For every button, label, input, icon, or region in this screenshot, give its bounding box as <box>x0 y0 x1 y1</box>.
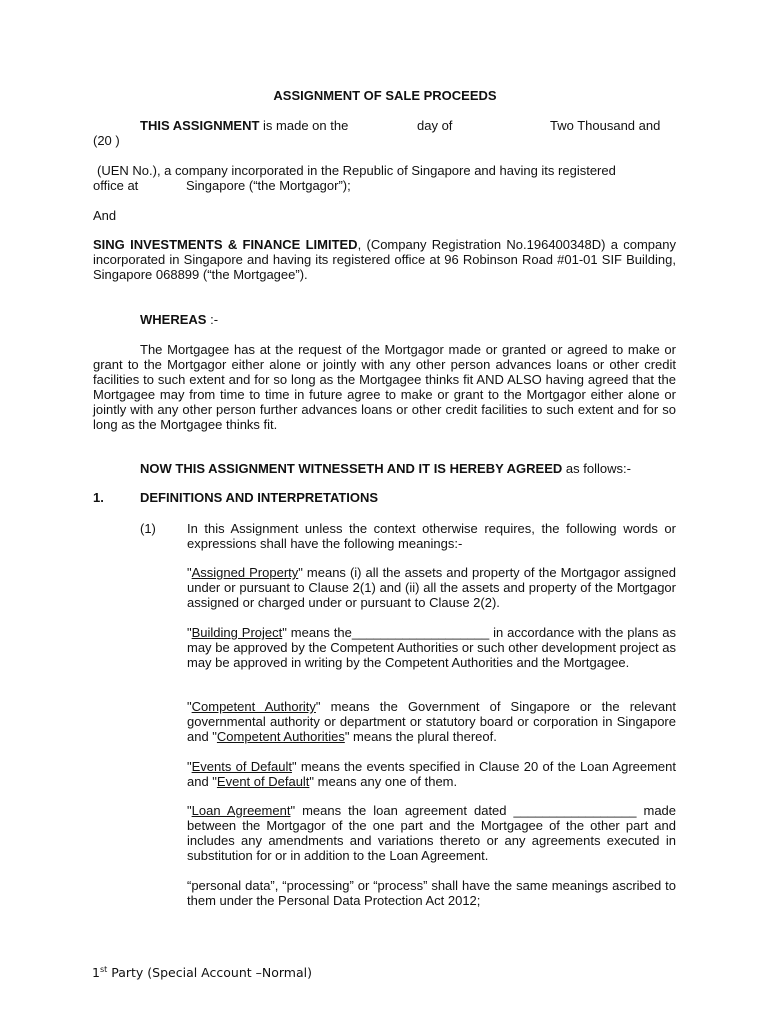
text-building-project-a: " means the <box>282 625 352 640</box>
text-competent-authority-a: " means the Government of Singapore or the relevant governmental authority or department or statutory board or corporation in Singapore and " <box>187 699 677 744</box>
term-loan-agreement: Loan Agreement <box>191 803 291 818</box>
text-events-of-default-a: " means the events specified in Clause 20 of the Loan Agreement and " <box>187 759 677 789</box>
term-assigned-property: Assigned Property <box>191 565 299 580</box>
definition-personal-data: “personal data”, “processing” or “process” shall have the same meanings ascribed to them under the Personal Data Protection Act 2012; <box>187 878 676 908</box>
clause-1-1-text: In this Assignment unless the context otherwise requires, the following words or expressions shall have the following meanings:- <box>187 521 676 551</box>
text-events-of-default-b: " means any one of them. <box>309 774 458 789</box>
whereas-suffix: :- <box>210 312 219 327</box>
footer-superscript: st <box>99 964 108 974</box>
term-building-project: Building Project <box>191 625 283 640</box>
term-event-of-default: Event of Default <box>216 774 310 789</box>
opening-day-of: day of <box>417 118 453 133</box>
clause-1-1-number: (1) <box>140 521 156 536</box>
witnesseth-bold: NOW THIS ASSIGNMENT WITNESSETH AND IT IS HEREBY AGREED <box>140 461 563 476</box>
text-competent-authority-b: " means the plural thereof. <box>344 729 497 744</box>
whereas-heading-line <box>140 312 218 327</box>
footer-prefix: 1 <box>92 965 100 980</box>
term-events-of-default: Events of Default <box>191 759 292 774</box>
witnesseth-line <box>140 461 631 476</box>
definition-events-of-default: "Events of Default" means the events specified in Clause 20 of the Loan Agreement and "Event of Default" means any one of them. <box>187 759 677 789</box>
page-footer <box>92 965 312 980</box>
mortgagee-paragraph <box>93 237 676 282</box>
text-assigned-property: " means (i) all the assets and property of the Mortgagor assigned under or pursuant to Clause 2(1) and (ii) all the assets and property of the Mortgagor assigned or charged under or pursuant to Clause 2(2). <box>187 565 676 610</box>
section-1-number: 1. <box>93 490 104 505</box>
mortgagee-details: , (Company Registration No.196400348D) a company incorporated in Singapore and having its registered office at 96 Robinson Road #01-01 SIF Building, Singapore 068899 (“the Mortgagee”). <box>93 237 676 282</box>
definition-building-project: "Building Project" means the___________________ in accordance with the plans as may be approved by the Competent Authorities or such other development project as may be approved in writing by the Competent Authorities and the Mortgagee. <box>187 625 677 670</box>
opening-made-on: is made on the <box>263 118 349 133</box>
term-competent-authorities: Competent Authorities <box>216 729 345 744</box>
witnesseth-rest: as follows:- <box>565 461 631 476</box>
term-competent-authority: Competent Authority <box>191 699 316 714</box>
text-building-project-b: in accordance with the plans as may be approved by the Competent Authorities or such other development project as may be approved in writing by the Competent Authorities and the Mortgagee. <box>187 625 677 670</box>
opening-two-thousand: Two Thousand and <box>550 118 661 133</box>
footer-text: Party (Special Account –Normal) <box>107 965 312 980</box>
whereas-paragraph: The Mortgagee has at the request of the Mortgagor made or granted or agreed to make or grant to the Mortgagor either alone or jointly with any other person advances loans or other credit facilities to such extent and for so long as the Mortgagee thinks fit AND ALSO having agreed that the Mortgagee may from time to time in future agree to make or grant to the Mortgagor either alone or jointly with any other person further advances loans or other credit facilities to such extent and for so long as the Mortgagee thinks fit. <box>93 342 676 432</box>
mortgagor-singapore: Singapore (“the Mortgagor”); <box>186 178 351 193</box>
document-title: ASSIGNMENT OF SALE PROCEEDS <box>273 88 497 103</box>
definition-assigned-property: "Assigned Property" means (i) all the assets and property of the Mortgagor assigned under or pursuant to Clause 2(1) and (ii) all the assets and property of the Mortgagor assigned or charged under or pursuant to Clause 2(2). <box>187 565 676 610</box>
opening-lead: THIS ASSIGNMENT <box>140 118 260 133</box>
mortgagor-line-1: (UEN No.), a company incorporated in the Republic of Singapore and having its registered <box>97 163 616 178</box>
whereas-heading: WHEREAS <box>140 312 207 327</box>
opening-year: (20 ) <box>93 133 120 148</box>
text-loan-agreement-a: " means the loan agreement dated <box>290 803 514 818</box>
definition-competent-authority: "Competent Authority" means the Government of Singapore or the relevant governmental authority or department or statutory board or corporation in Singapore and "Competent Authorities" means the plural thereof. <box>187 699 677 744</box>
and-word: And <box>93 208 117 223</box>
mortgagor-office-at: office at <box>93 178 139 193</box>
blank-building-project: ___________________ <box>351 625 490 640</box>
text-loan-agreement-b: made between the Mortgagor of the one part and the Mortgagee of the other part and includes any amendments and variations thereto or any agreements executed in substitution for or in addition to the Loan Agreement. <box>187 803 677 863</box>
definition-loan-agreement: "Loan Agreement" means the loan agreement dated _________________ made between the Mortgagor of the one part and the Mortgagee of the other part and includes any amendments and variations thereto or any agreements executed in substitution for or in addition to the Loan Agreement. <box>187 803 677 863</box>
blank-loan-agreement: _________________ <box>513 803 637 818</box>
mortgagee-name: SING INVESTMENTS & FINANCE LIMITED <box>93 237 358 252</box>
section-1-heading: DEFINITIONS AND INTERPRETATIONS <box>140 490 379 505</box>
